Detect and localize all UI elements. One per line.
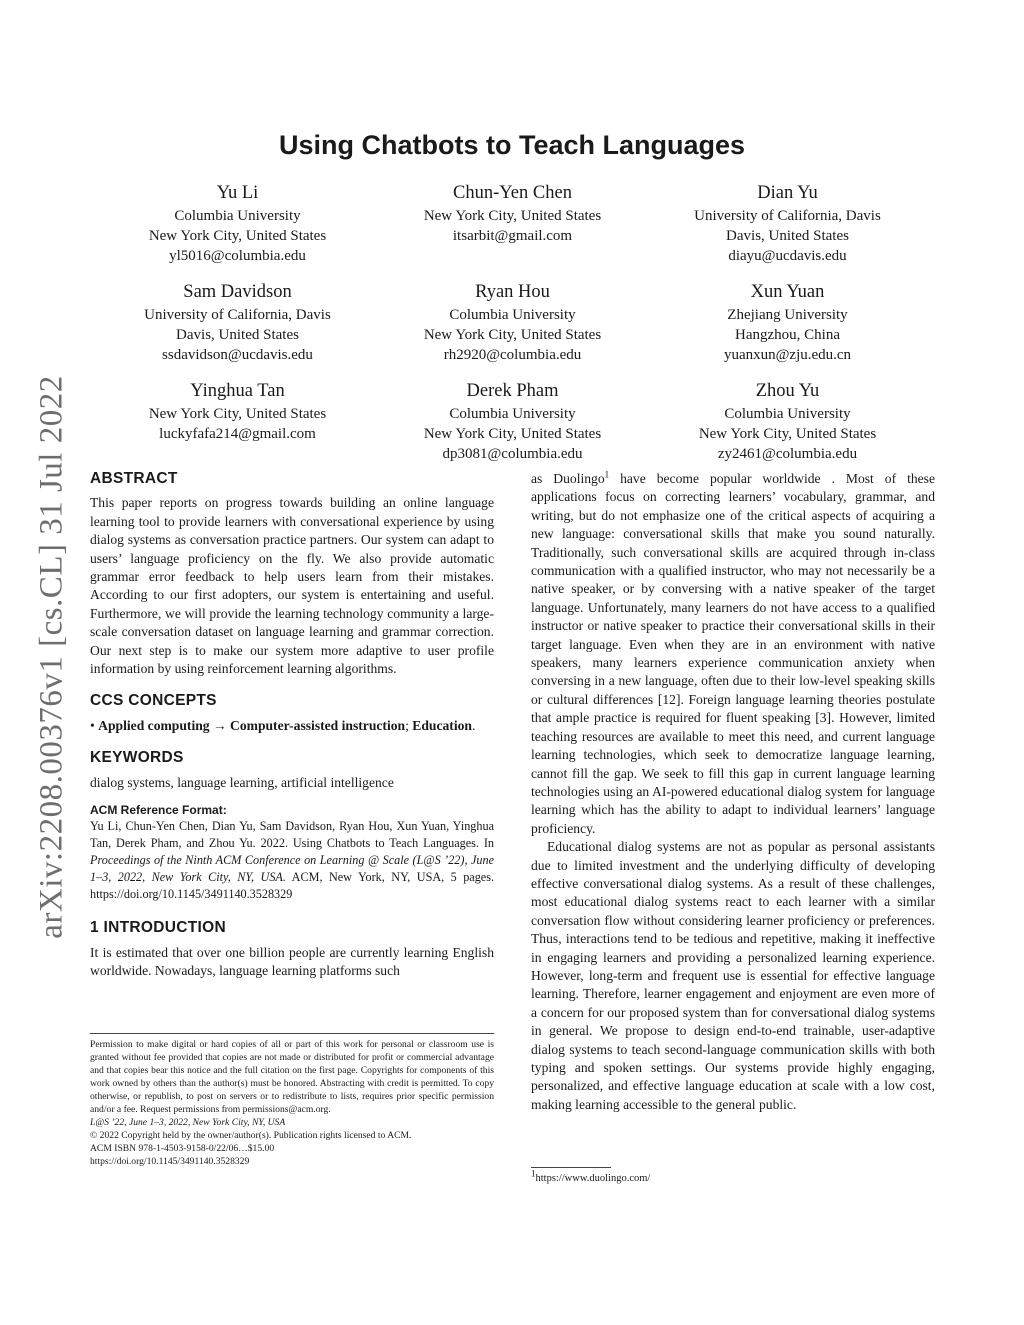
author-location: Davis, United States bbox=[726, 228, 849, 244]
ccs-concept-applied-computing: Applied computing bbox=[98, 717, 210, 733]
ccs-concept-computer-assisted-instruction: Computer-assisted instruction bbox=[230, 717, 406, 733]
author-name: Yu Li bbox=[216, 183, 259, 203]
left-column bbox=[90, 470, 494, 980]
footnote-text bbox=[531, 1168, 651, 1184]
author bbox=[100, 379, 375, 464]
footnote bbox=[531, 1167, 935, 1186]
author-affiliation: University of California, Davis bbox=[694, 208, 881, 224]
permission-notice: Permission to make digital or hard copies of all or part of this work for personal or classroom use is granted without fee provided that copies are not made or distributed for profit or commercial advantage and that copies bear this notice and the full citation on the first page. Copyrights for components of this work owned by others than the author(s) must be honored. Abstracting with credit is permitted. To copy otherwise, or republish, to post on servers or to redistribute to lists, requires prior specific permission and/or a fee. Request permissions from permissions@acm.org. bbox=[90, 1039, 494, 1115]
author bbox=[650, 280, 925, 365]
copyright-line: © 2022 Copyright held by the owner/author(s). Publication rights licensed to ACM. bbox=[90, 1130, 412, 1141]
acm-reference-publisher: ACM, New York, NY, USA, 5 pages. https://doi.org/10.1145/3491140.3528329 bbox=[90, 870, 494, 902]
author-location: New York City, United States bbox=[423, 208, 602, 224]
author-location: New York City, United States bbox=[698, 426, 877, 442]
paper-title: Using Chatbots to Teach Languages bbox=[278, 130, 746, 160]
right-column bbox=[531, 470, 935, 1114]
arxiv-identifier: arXiv:2208.00376v1 [cs.CL] 31 Jul 2022 bbox=[33, 375, 70, 939]
footnote-marker: 1 bbox=[604, 469, 610, 480]
author-location: New York City, United States bbox=[423, 327, 602, 343]
author bbox=[375, 181, 650, 266]
isbn-line: ACM ISBN 978-1-4503-9158-0/22/06…$15.00 bbox=[90, 1143, 275, 1154]
keywords-text: dialog systems, language learning, artificial intelligence bbox=[90, 774, 394, 790]
author-affiliation: Columbia University bbox=[449, 307, 576, 323]
author-email: zy2461@columbia.edu bbox=[717, 446, 858, 462]
ccs-separator: ; bbox=[405, 717, 409, 733]
author-location: New York City, United States bbox=[423, 426, 602, 442]
acm-reference-heading: ACM Reference Format: bbox=[90, 803, 227, 818]
author-name: Zhou Yu bbox=[755, 381, 820, 401]
author-location: Hangzhou, China bbox=[735, 327, 840, 343]
author-location: New York City, United States bbox=[148, 228, 327, 244]
author-name: Dian Yu bbox=[757, 183, 818, 203]
abstract-heading: ABSTRACT bbox=[90, 470, 178, 487]
author bbox=[375, 280, 650, 365]
intro-paragraph-start: It is estimated that over one billion people are currently learning English worldwide. Nowadays, language learning platforms such bbox=[90, 944, 494, 978]
author bbox=[375, 379, 650, 464]
ccs-heading: CCS CONCEPTS bbox=[90, 692, 217, 710]
author-email: dp3081@columbia.edu bbox=[442, 446, 583, 462]
footnote-rule bbox=[531, 1167, 611, 1168]
author-block bbox=[100, 181, 924, 464]
author-email: itsarbit@gmail.com bbox=[452, 228, 573, 244]
author-affiliation: Zhejiang University bbox=[727, 307, 848, 323]
conference-venue: L@S ’22, June 1–3, 2022, New York City, NY, USA bbox=[90, 1117, 286, 1128]
ccs-concept-education: Education bbox=[412, 717, 472, 733]
bullet-icon: • bbox=[90, 717, 95, 733]
doi-line: https://doi.org/10.1145/3491140.3528329 bbox=[90, 1156, 250, 1167]
keywords-heading: KEYWORDS bbox=[90, 749, 184, 767]
footnote-url[interactable]: https://www.duolingo.com/ bbox=[535, 1173, 651, 1184]
ccs-concepts bbox=[90, 717, 494, 735]
author-affiliation: Columbia University bbox=[174, 208, 301, 224]
author-email: yuanxun@zju.edu.cn bbox=[723, 347, 852, 363]
abstract-text: This paper reports on progress towards building an online language learning tool to provide learners with conversational experience by using dialog systems as conversation practice partners. Our system can adapt to users’ language proficiency on the fly. We also provide automatic grammar error feedback to help users learn from their mistakes. According to our first adopters, our system is entertaining and useful. Furthermore, we will provide the learning technology community a large-scale conversation dataset on language learning and grammar correction. Our next step is to make our system more adaptive to user profile information by using reinforcement learning algorithms. bbox=[90, 495, 494, 677]
introduction-heading: 1 INTRODUCTION bbox=[90, 919, 226, 937]
ccs-end: . bbox=[471, 717, 476, 733]
author-location: New York City, United States bbox=[148, 406, 327, 422]
author-affiliation: University of California, Davis bbox=[144, 307, 331, 323]
author-name: Xun Yuan bbox=[750, 282, 825, 302]
author bbox=[100, 280, 375, 365]
author-name: Sam Davidson bbox=[183, 282, 292, 302]
arrow-icon: → bbox=[213, 717, 227, 733]
author-email: diayu@ucdavis.edu bbox=[728, 248, 847, 264]
author-name: Chun-Yen Chen bbox=[453, 183, 572, 203]
author-name: Derek Pham bbox=[466, 381, 559, 401]
author-email: ssdavidson@ucdavis.edu bbox=[162, 347, 313, 363]
intro-paragraph-2: Educational dialog systems are not as popular as personal assistants due to limited investment and the underlying difficulty of developing effective conversational dialog systems. As a result of these challenges, most educational dialog systems react to each learner with a similar conversation flow without considering learner proficiency or preferences. Thus, interactions tend to be tedious and repetitive, making it ineffective in engaging learners and providing a personalized learning experience. However, long-term and frequent use is essential for effective language learning. Therefore, learner engagement and enjoyment are even more of a concern for our proposed system than for conversational dialog systems in general. We propose to design end-to-end trainable, user-adaptive dialog systems to teach second-language communication skills with both typing and spoken settings. Our systems provide highly engaging, personalized, and effective language education at scale with a low cost, making learning accessible to the general public. bbox=[531, 839, 935, 1112]
acm-reference-text bbox=[90, 818, 494, 903]
footnote-number: 1 bbox=[531, 1168, 536, 1179]
author-affiliation: Columbia University bbox=[449, 406, 576, 422]
author-name: Ryan Hou bbox=[475, 282, 550, 302]
copyright-footer bbox=[90, 1033, 494, 1168]
author bbox=[650, 181, 925, 266]
author-affiliation: Columbia University bbox=[724, 406, 851, 422]
author bbox=[100, 181, 375, 266]
author-name: Yinghua Tan bbox=[190, 381, 285, 401]
author-email: rh2920@columbia.edu bbox=[443, 347, 582, 363]
author-email: yl5016@columbia.edu bbox=[169, 248, 306, 264]
acm-reference-authors: Yu Li, Chun-Yen Chen, Dian Yu, Sam Davidson, Ryan Hou, Xun Yuan, Yinghua Tan, Derek Pham, and Zhou Yu. 2022. Using Chatbots to Teach Languages. In bbox=[90, 819, 494, 851]
author-location: Davis, United States bbox=[176, 327, 299, 343]
intro-paragraph-body: have become popular worldwide . Most of these applications focus on correcting learners’ vocabulary, grammar, and writing, but do not emphasize one of the critical aspects of acquiring a new language: conversational skills that make you sound naturally. Traditionally, such conversational skills are acquired through in-class communication with a qualified instructor, who may not necessarily be a native speaker, or by conversing with a native speaker of the target language. Unfortunately, many learners do not have access to a qualified instructor or native speaker to practice their conversational skills in their target language. Even when they are in an environment with native speakers, many learners experience communication anxiety when conversing in a new language, often due to their low-level speaking skills or cultural differences [12]. Foreign language learning theories postulate that ample practice is required for fluent speaking [3]. However, limited teaching resources are available to meet this need, and current language learning technologies, which seek to democratize language learning, cannot fill the gap. We seek to fill this gap in current language learning technologies using an AI-powered educational dialog system for language learning which has the ability to adapt to individual learners’ language proficiency. bbox=[531, 471, 935, 836]
author bbox=[650, 379, 925, 464]
author-email: luckyfafa214@gmail.com bbox=[159, 426, 316, 442]
acm-reference-proceedings: Proceedings of the Ninth ACM Conference on Learning @ Scale (L@S ’22), June 1–3, 2022, New York City, NY, USA. bbox=[90, 853, 494, 885]
intro-duolingo: as Duolingo bbox=[531, 471, 605, 486]
intro-paragraph-continued bbox=[531, 470, 935, 838]
